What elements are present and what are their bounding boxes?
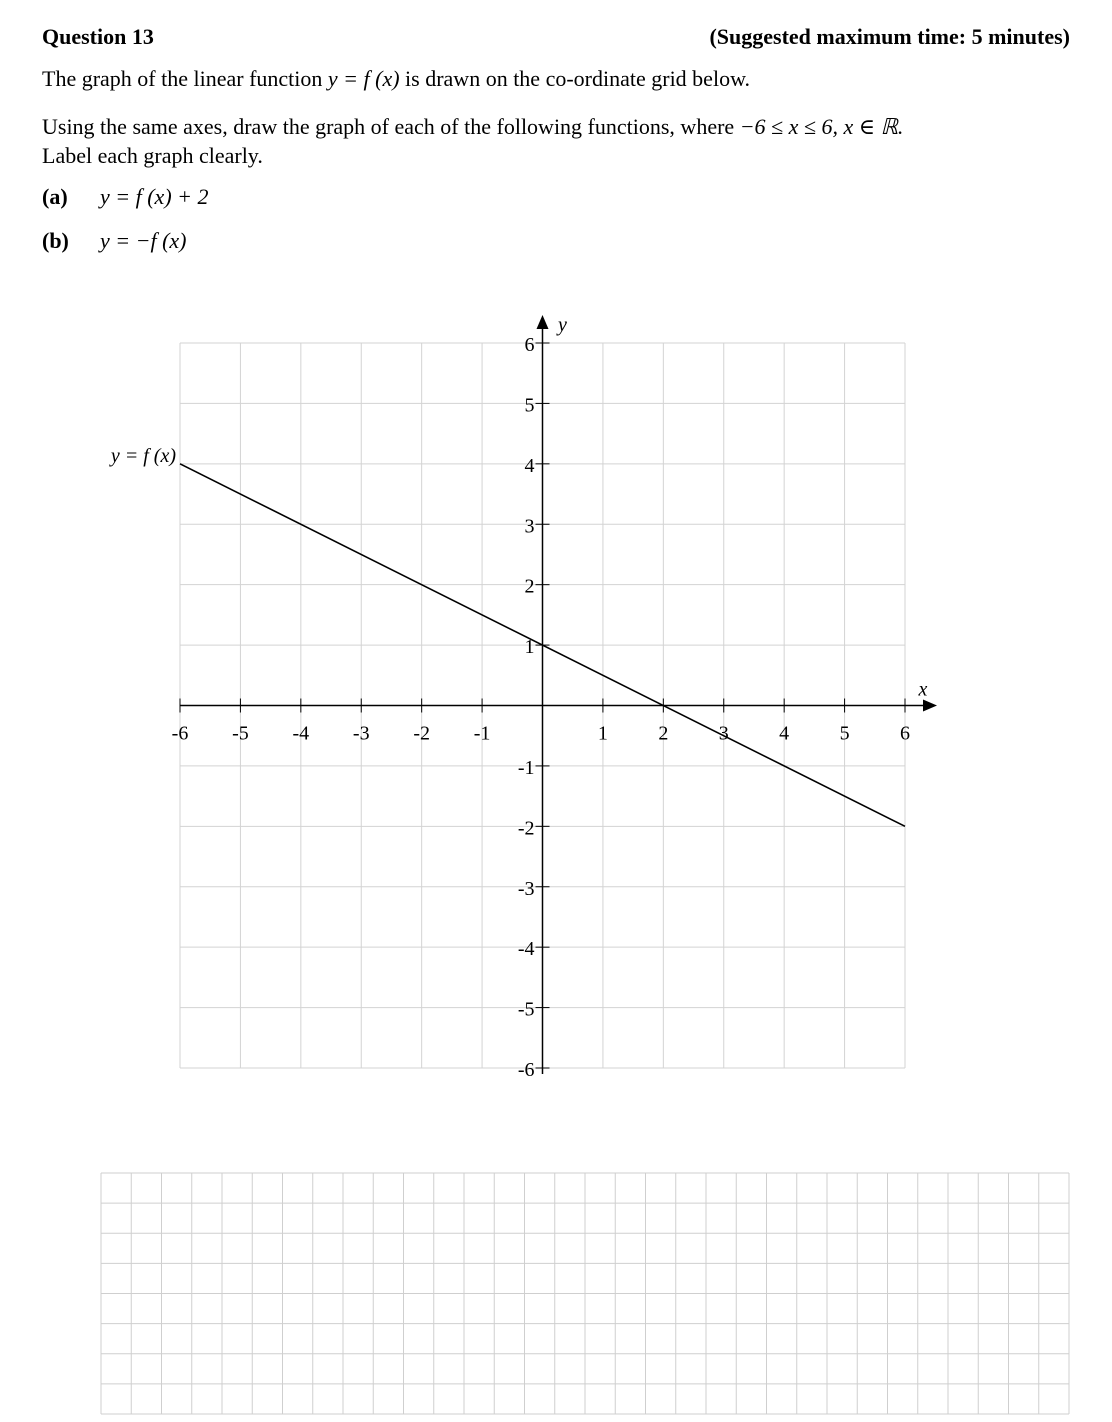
- domain-condition: −6 ≤ x ≤ 6, x ∈ ℝ.: [739, 114, 904, 139]
- part-b-label: (b): [42, 228, 69, 253]
- y-tick-label: 6: [524, 334, 535, 356]
- x-tick-label: 4: [779, 722, 790, 745]
- x-axis-label: x: [918, 678, 928, 701]
- y-tick-label: 2: [524, 575, 535, 598]
- instructions-prefix: Using the same axes, draw the graph of each of the following functions, where: [42, 114, 740, 139]
- intro-function: y = f (x): [327, 66, 400, 91]
- intro-suffix: is drawn on the co-ordinate grid below.: [399, 66, 751, 91]
- part-a-label: (a): [42, 184, 68, 209]
- y-tick-label: 1: [524, 636, 535, 659]
- y-tick-label: -6: [517, 1059, 535, 1081]
- suggested-time: (Suggested maximum time: 5 minutes): [709, 24, 1070, 49]
- y-tick-label: 5: [524, 394, 535, 417]
- y-tick-label: -5: [517, 998, 535, 1021]
- y-tick-label: -3: [517, 877, 535, 900]
- instructions-line-2: Label each graph clearly.: [42, 143, 263, 168]
- question-title: Question 13: [42, 24, 154, 49]
- series-label-f: y = f (x): [110, 444, 176, 467]
- y-tick-label: -4: [517, 938, 535, 961]
- part-a-expression: y = f (x) + 2: [100, 184, 209, 209]
- x-tick-label: -1: [473, 722, 491, 745]
- y-tick-label: -1: [517, 756, 535, 779]
- x-tick-label: -4: [292, 722, 310, 745]
- x-tick-label: -2: [413, 722, 431, 745]
- x-tick-label: -6: [171, 722, 189, 745]
- intro-prefix: The graph of the linear function: [42, 66, 328, 91]
- x-tick-label: 5: [839, 722, 850, 745]
- x-tick-label: 3: [718, 722, 729, 745]
- x-tick-label: 2: [658, 722, 669, 745]
- x-tick-label: 6: [900, 722, 910, 745]
- part-b-expression: y = −f (x): [100, 228, 187, 253]
- x-tick-label: -3: [352, 722, 370, 745]
- y-axis-label: y: [558, 314, 567, 336]
- y-tick-label: 4: [524, 454, 535, 477]
- y-tick-label: 3: [524, 515, 535, 538]
- y-tick-label: -2: [517, 817, 535, 840]
- x-tick-label: 1: [597, 722, 608, 745]
- x-tick-label: -5: [232, 722, 249, 745]
